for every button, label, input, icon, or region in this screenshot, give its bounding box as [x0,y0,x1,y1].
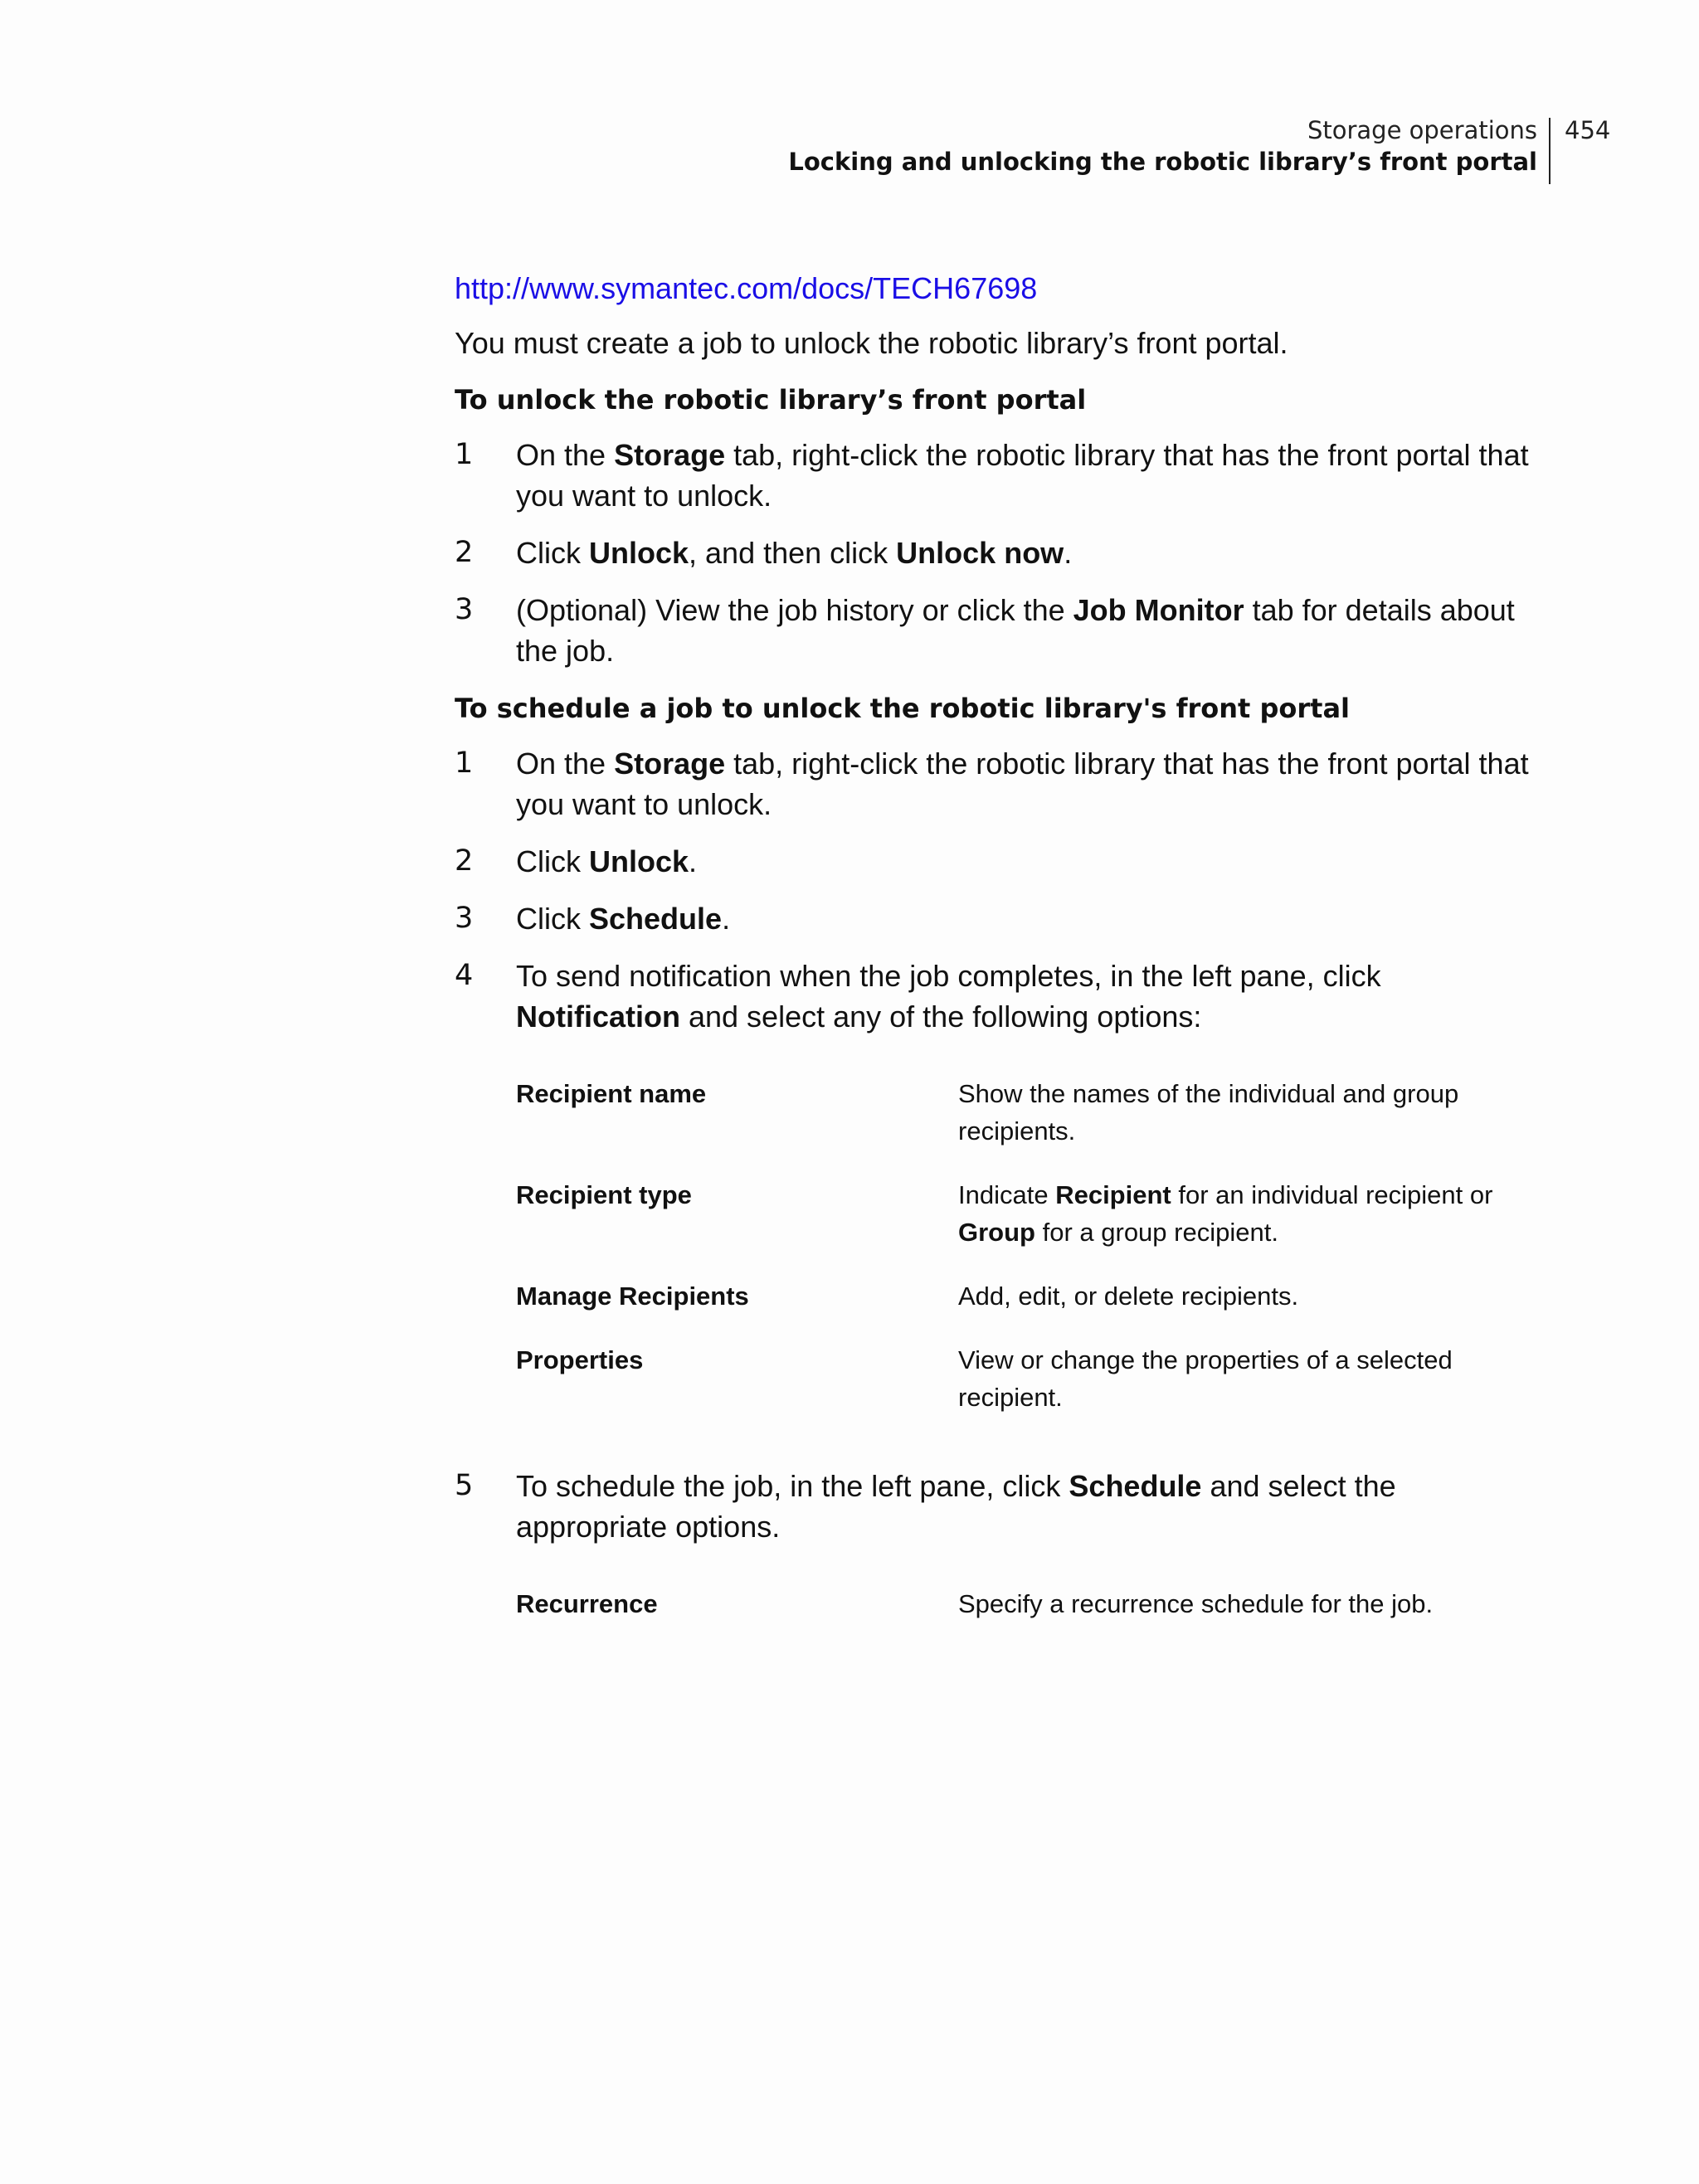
step-text: and select any of the following options: [679,1000,1202,1034]
step-text: and select the appropriate options. [516,1469,1396,1544]
step-ui-term: Storage [614,747,726,781]
step-text: . [722,902,731,936]
table-row [516,1341,1550,1416]
table-row [516,1176,1550,1251]
step-ui-term: Unlock [589,844,689,878]
step-number: 1 [455,438,474,471]
step-item [455,533,1550,573]
step-number: 3 [455,902,474,935]
procedure-title-unlock: To unlock the robotic library’s front portal [455,384,1087,416]
option-description: Show the names of the individual and group recipients. [958,1079,1459,1146]
option-term: Recipient type [516,1180,692,1209]
option-text: Indicate [958,1180,1056,1209]
step-item [455,590,1550,671]
step-text: tab, right-click the robotic library that has the front portal that you want to unlock. [516,747,1529,821]
step-text: To send notification when the job completes, in the left pane, click [516,959,1381,993]
step-text: . [689,844,698,878]
option-term: Recurrence [516,1589,658,1618]
step-text: On the [516,747,615,781]
page-content [455,270,1550,1649]
step-ui-term: Unlock now [896,536,1064,570]
notification-options-table [516,1075,1550,1416]
step-item [455,956,1550,1037]
step-ui-term: Unlock [589,536,689,570]
option-ui-term: Group [958,1218,1035,1247]
step-text: Click [516,902,589,936]
step-text: , and then click [689,536,897,570]
step-item [455,841,1550,882]
step-ui-term: Schedule [589,902,723,936]
step-text: On the [516,438,615,472]
option-description: Specify a recurrence schedule for the job. [958,1589,1434,1618]
option-description [958,1176,1550,1251]
option-text: for an individual recipient or [1171,1180,1493,1209]
step-number: 4 [455,959,474,992]
option-description: Add, edit, or delete recipients. [958,1282,1299,1311]
step-number: 2 [455,844,474,878]
step-text: . [1064,536,1073,570]
procedure-title-schedule: To schedule a job to unlock the robotic library's front portal [455,693,1350,724]
step-ui-term: Job Monitor [1073,593,1244,627]
step-number: 3 [455,593,474,626]
page-number: 454 [1565,116,1611,144]
step-text: Click [516,536,589,570]
step-number: 5 [455,1469,474,1502]
step-text: To schedule the job, in the left pane, click [516,1469,1069,1503]
option-description: View or change the properties of a selected recipient. [958,1345,1453,1412]
header-divider [1549,118,1551,184]
step-text: (Optional) View the job history or click the [516,593,1073,627]
running-header [0,116,1699,191]
step-item [455,1466,1550,1547]
table-row [516,1075,1550,1150]
step-text: Click [516,844,589,878]
option-term: Recipient name [516,1079,707,1108]
header-section: Storage operations [1307,116,1537,144]
step-item [455,435,1550,516]
step-text: tab for details about the job. [516,593,1515,668]
schedule-options-table [516,1585,1550,1622]
intro-text: You must create a job to unlock the robotic library’s front portal. [455,326,1288,360]
step-ui-term: Storage [614,438,726,472]
step-ui-term: Schedule [1069,1469,1202,1503]
step-text: tab, right-click the robotic library that has the front portal that you want to unlock. [516,438,1529,513]
step-item [455,743,1550,824]
step-number: 2 [455,536,474,569]
table-row [516,1277,1550,1315]
table-row [516,1585,1550,1622]
option-ui-term: Recipient [1055,1180,1171,1209]
step-ui-term: Notification [516,1000,680,1034]
tech-doc-link[interactable]: http://www.symantec.com/docs/TECH67698 [455,271,1038,305]
step-item [455,898,1550,939]
step-number: 1 [455,747,474,780]
option-term: Properties [516,1345,644,1374]
option-text: for a group recipient. [1035,1218,1278,1247]
option-term: Manage Recipients [516,1282,749,1311]
header-title: Locking and unlocking the robotic library’s front portal [788,148,1537,176]
